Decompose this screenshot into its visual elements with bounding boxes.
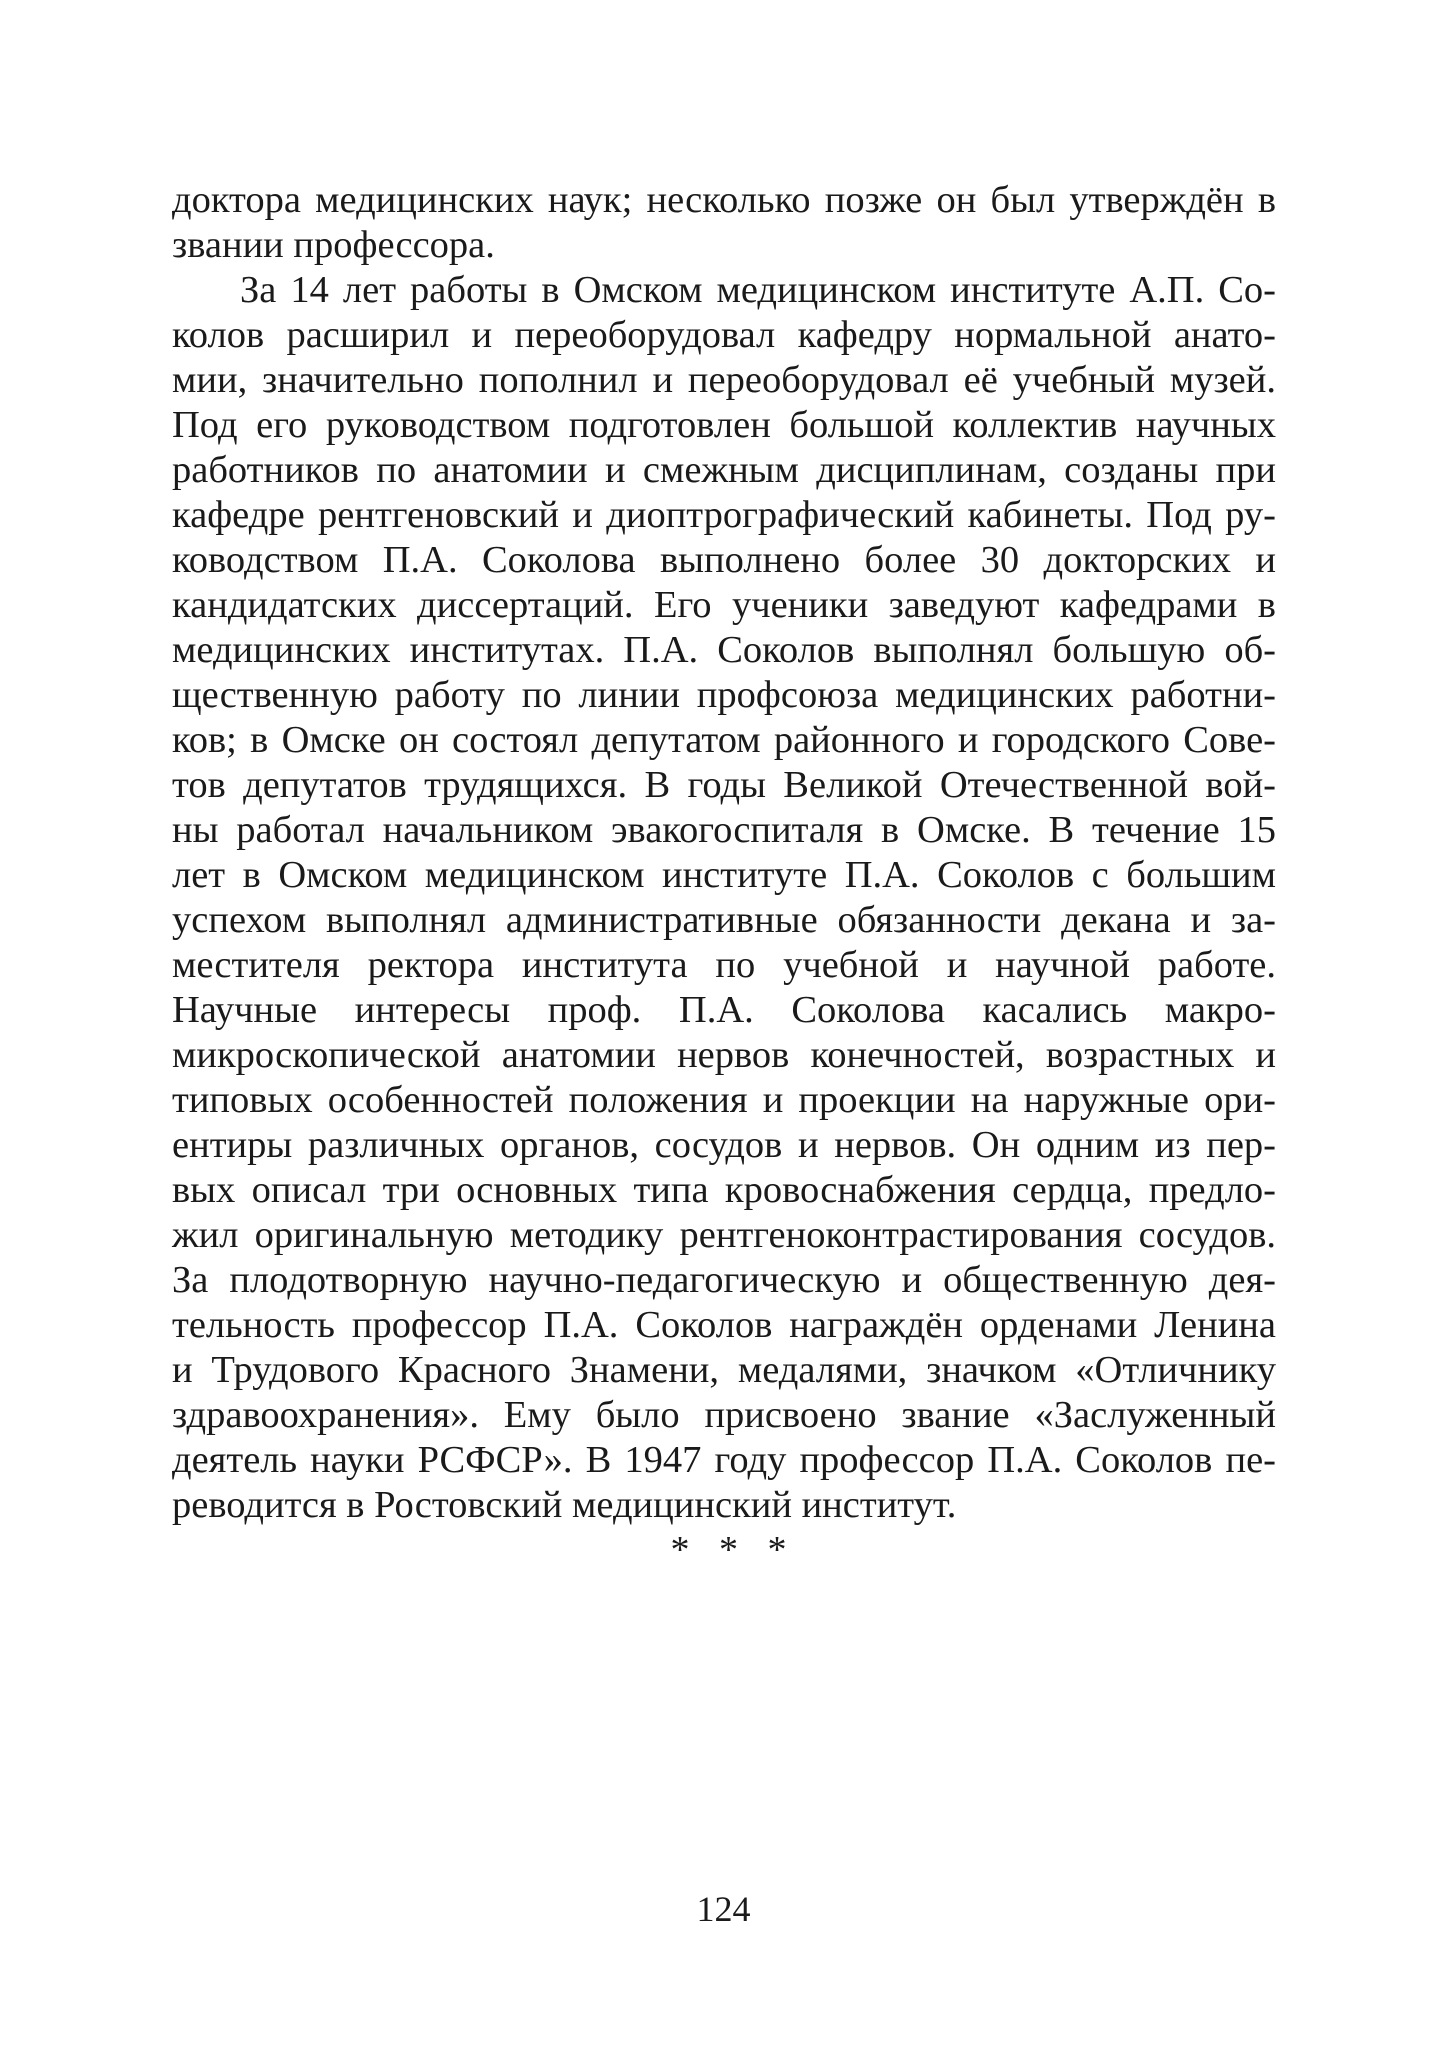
text-line: тов депутатов трудящихся. В годы Великой Отечественной вой- [172,764,1276,806]
text-line: тельность профессор П.А. Соколов награждён орденами Ленина [172,1304,1276,1346]
text-line: здравоохранения». Ему было присвоено звание «Заслуженный [172,1394,1276,1436]
body-text [172,178,1276,1528]
text-line: местителя ректора института по учебной и научной работе. [172,944,1276,986]
text-line: типовых особенностей положения и проекции на наружные ори- [172,1079,1276,1121]
text-line: жил оригинальную методику рентгеноконтрастирования сосудов. [172,1214,1276,1256]
text-line: вых описал три основных типа кровоснабжения сердца, предло- [172,1169,1276,1211]
text-line: кафедре рентгеновский и диоптрографический кабинеты. Под ру- [172,494,1276,536]
text-line: Научные интересы проф. П.А. Соколова касались макро- [172,989,1276,1031]
text-line: деятель науки РСФСР». В 1947 году профессор П.А. Соколов пе- [172,1439,1276,1481]
text-line: успехом выполнял административные обязанности декана и за- [172,899,1276,941]
text-line: За 14 лет работы в Омском медицинском институте А.П. Со- [240,269,1276,311]
text-line: звании профессора. [172,224,495,266]
text-line: лет в Омском медицинском институте П.А. Соколов с большим [172,854,1276,896]
text-line: Под его руководством подготовлен большой коллектив научных [172,404,1276,446]
text-line: ны работал начальником эвакогоспиталя в Омске. В течение 15 [172,809,1276,851]
text-line: ков; в Омске он состоял депутатом районного и городского Сове- [172,719,1276,761]
text-line: щественную работу по линии профсоюза медицинских работни- [172,674,1276,716]
text-line: ководством П.А. Соколова выполнено более 30 докторских и [172,539,1276,581]
text-line: и Трудового Красного Знамени, медалями, значком «Отличнику [172,1349,1276,1391]
text-line: медицинских институтах. П.А. Соколов выполнял большую об- [172,629,1276,671]
text-line: За плодотворную научно-педагогическую и общественную дея- [172,1259,1276,1301]
page-number: 124 [696,1889,751,1929]
text-line: мии, значительно пополнил и переоборудовал её учебный музей. [172,359,1276,401]
text-line: работников по анатомии и смежным дисциплинам, созданы при [172,449,1276,491]
text-line: ентиры различных органов, сосудов и нервов. Он одним из пер- [172,1124,1276,1166]
text-line: кандидатских диссертаций. Его ученики заведуют кафедрами в [172,584,1276,626]
section-separator: * * * [670,1529,797,1571]
text-line: колов расширил и переоборудовал кафедру нормальной анато- [172,314,1276,356]
text-line: доктора медицинских наук; несколько позже он был утверждён в [172,179,1276,221]
text-line: реводится в Ростовский медицинский институт. [172,1484,957,1526]
text-line: микроскопической анатомии нервов конечностей, возрастных и [172,1034,1276,1076]
